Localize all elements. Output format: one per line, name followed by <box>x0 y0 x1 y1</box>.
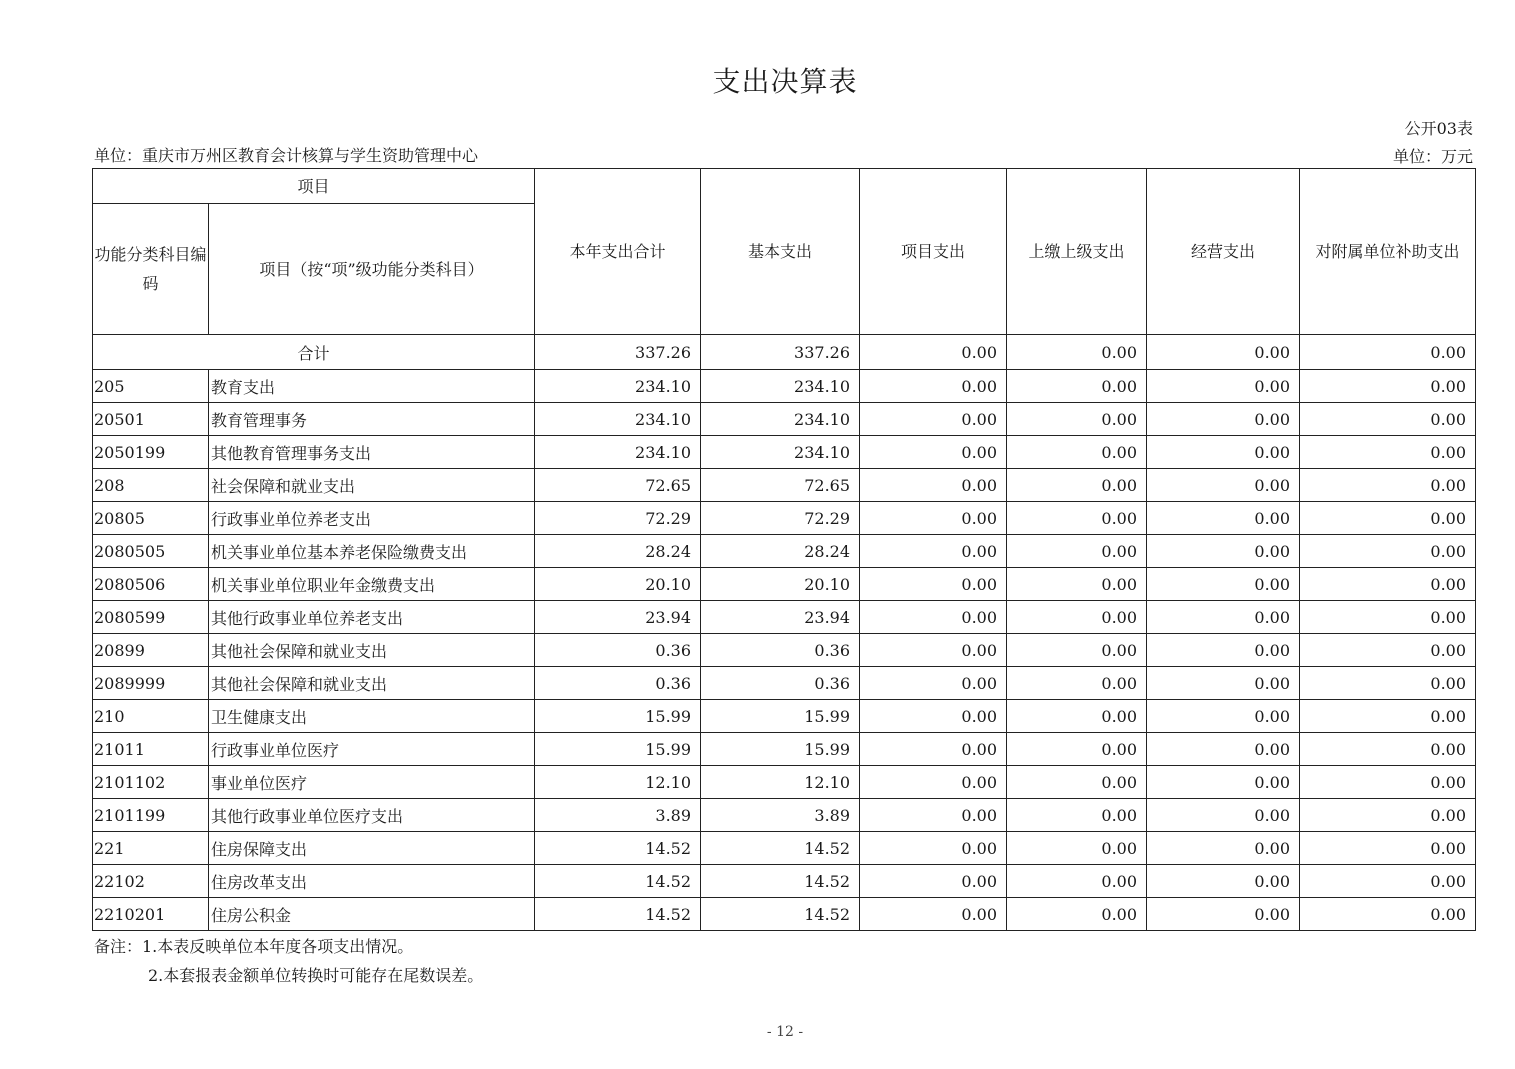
row-name: 住房改革支出 <box>209 865 535 898</box>
row-name: 事业单位医疗 <box>209 766 535 799</box>
row-code: 2101199 <box>93 799 209 832</box>
table-row <box>93 634 1476 667</box>
table-row <box>93 667 1476 700</box>
row-value: 0.00 <box>1147 832 1300 865</box>
row-value: 0.00 <box>860 601 1007 634</box>
row-value: 0.00 <box>1007 898 1147 931</box>
row-code: 2210201 <box>93 898 209 931</box>
row-value: 0.00 <box>1300 799 1476 832</box>
row-value: 0.00 <box>1300 469 1476 502</box>
row-name: 机关事业单位职业年金缴费支出 <box>209 568 535 601</box>
table-row <box>93 568 1476 601</box>
row-value: 72.29 <box>535 502 701 535</box>
row-value: 234.10 <box>701 436 860 469</box>
row-value: 0.00 <box>1300 634 1476 667</box>
row-value: 0.00 <box>860 898 1007 931</box>
row-name: 教育管理事务 <box>209 403 535 436</box>
row-value: 0.00 <box>1147 568 1300 601</box>
total-value: 0.00 <box>1147 335 1300 370</box>
row-value: 0.00 <box>1300 898 1476 931</box>
row-value: 28.24 <box>701 535 860 568</box>
row-value: 0.00 <box>1300 568 1476 601</box>
row-value: 0.00 <box>860 469 1007 502</box>
row-value: 0.00 <box>1300 766 1476 799</box>
row-value: 0.00 <box>1300 865 1476 898</box>
header-total: 本年支出合计 <box>535 169 701 335</box>
header-item: 项目（按“项”级功能分类科目） <box>209 204 535 335</box>
row-value: 72.29 <box>701 502 860 535</box>
header-code: 功能分类科目编码 <box>93 204 209 335</box>
unit-name: 单位：重庆市万州区教育会计核算与学生资助管理中心 <box>94 146 479 165</box>
row-value: 15.99 <box>701 700 860 733</box>
row-value: 0.00 <box>1300 700 1476 733</box>
row-value: 0.00 <box>860 865 1007 898</box>
row-name: 行政事业单位养老支出 <box>209 502 535 535</box>
row-value: 234.10 <box>535 436 701 469</box>
row-value: 72.65 <box>701 469 860 502</box>
table-row <box>93 898 1476 931</box>
total-row <box>93 335 1476 370</box>
table-row <box>93 403 1476 436</box>
table-row <box>93 370 1476 403</box>
table-row <box>93 601 1476 634</box>
row-value: 0.36 <box>535 667 701 700</box>
row-value: 0.00 <box>1147 766 1300 799</box>
header-basic: 基本支出 <box>701 169 860 335</box>
row-code: 2080599 <box>93 601 209 634</box>
row-value: 0.00 <box>1147 370 1300 403</box>
row-value: 0.00 <box>860 502 1007 535</box>
row-value: 28.24 <box>535 535 701 568</box>
row-value: 0.00 <box>1007 766 1147 799</box>
row-code: 22102 <box>93 865 209 898</box>
table-row <box>93 733 1476 766</box>
row-value: 0.00 <box>1147 634 1300 667</box>
row-value: 14.52 <box>535 865 701 898</box>
row-name: 机关事业单位基本养老保险缴费支出 <box>209 535 535 568</box>
table-row <box>93 436 1476 469</box>
row-value: 0.00 <box>1300 535 1476 568</box>
row-code: 20501 <box>93 403 209 436</box>
row-value: 0.00 <box>1007 502 1147 535</box>
row-value: 0.00 <box>1007 634 1147 667</box>
row-value: 0.00 <box>1147 865 1300 898</box>
row-value: 0.00 <box>1147 535 1300 568</box>
row-value: 3.89 <box>535 799 701 832</box>
row-name: 教育支出 <box>209 370 535 403</box>
header-project-expenditure: 项目支出 <box>860 169 1007 335</box>
row-name: 行政事业单位医疗 <box>209 733 535 766</box>
page-number: - 12 - <box>766 1024 804 1040</box>
table-row <box>93 700 1476 733</box>
table-row <box>93 469 1476 502</box>
row-value: 14.52 <box>701 832 860 865</box>
header-subsidy: 对附属单位补助支出 <box>1300 169 1476 335</box>
row-value: 0.36 <box>535 634 701 667</box>
row-code: 2080506 <box>93 568 209 601</box>
row-value: 0.00 <box>1007 700 1147 733</box>
row-name: 其他教育管理事务支出 <box>209 436 535 469</box>
row-value: 0.00 <box>860 535 1007 568</box>
row-value: 12.10 <box>701 766 860 799</box>
row-value: 12.10 <box>535 766 701 799</box>
row-value: 234.10 <box>701 370 860 403</box>
row-name: 住房保障支出 <box>209 832 535 865</box>
note-1: 备注：1.本表反映单位本年度各项支出情况。 <box>94 937 414 956</box>
row-value: 0.00 <box>1147 436 1300 469</box>
table-row <box>93 799 1476 832</box>
row-value: 0.00 <box>1147 898 1300 931</box>
row-code: 20899 <box>93 634 209 667</box>
row-value: 0.00 <box>860 568 1007 601</box>
row-code: 20805 <box>93 502 209 535</box>
row-value: 0.00 <box>1007 568 1147 601</box>
row-value: 20.10 <box>701 568 860 601</box>
row-code: 2101102 <box>93 766 209 799</box>
row-value: 0.00 <box>1300 601 1476 634</box>
row-value: 0.00 <box>860 799 1007 832</box>
row-value: 0.00 <box>1300 370 1476 403</box>
row-name: 其他行政事业单位养老支出 <box>209 601 535 634</box>
row-value: 23.94 <box>701 601 860 634</box>
row-value: 0.00 <box>860 766 1007 799</box>
row-value: 0.00 <box>860 370 1007 403</box>
row-value: 0.00 <box>860 436 1007 469</box>
page-title: 支出决算表 <box>712 65 858 98</box>
row-name: 其他社会保障和就业支出 <box>209 667 535 700</box>
row-value: 0.00 <box>1007 403 1147 436</box>
row-value: 0.00 <box>1147 799 1300 832</box>
row-value: 14.52 <box>701 898 860 931</box>
row-value: 0.00 <box>1007 370 1147 403</box>
row-value: 0.36 <box>701 634 860 667</box>
row-value: 0.00 <box>1300 436 1476 469</box>
row-value: 0.00 <box>860 403 1007 436</box>
row-value: 23.94 <box>535 601 701 634</box>
row-code: 208 <box>93 469 209 502</box>
row-value: 234.10 <box>535 403 701 436</box>
row-value: 0.00 <box>1300 733 1476 766</box>
row-value: 234.10 <box>701 403 860 436</box>
row-value: 14.52 <box>535 832 701 865</box>
row-value: 0.00 <box>860 667 1007 700</box>
row-value: 14.52 <box>701 865 860 898</box>
row-value: 0.00 <box>1007 733 1147 766</box>
table-row <box>93 766 1476 799</box>
row-value: 0.00 <box>1147 601 1300 634</box>
unit-currency: 单位：万元 <box>1392 147 1473 166</box>
row-value: 234.10 <box>535 370 701 403</box>
row-value: 0.00 <box>1147 667 1300 700</box>
row-code: 210 <box>93 700 209 733</box>
row-value: 0.00 <box>1147 733 1300 766</box>
row-value: 0.00 <box>1300 403 1476 436</box>
total-value: 337.26 <box>701 335 860 370</box>
total-value: 337.26 <box>535 335 701 370</box>
row-value: 20.10 <box>535 568 701 601</box>
row-value: 0.00 <box>1007 667 1147 700</box>
row-value: 0.00 <box>1147 469 1300 502</box>
row-value: 0.00 <box>860 832 1007 865</box>
row-value: 0.00 <box>860 700 1007 733</box>
note-2: 2.本套报表金额单位转换时可能存在尾数误差。 <box>148 966 484 985</box>
row-value: 0.00 <box>1300 667 1476 700</box>
row-name: 住房公积金 <box>209 898 535 931</box>
header-upper-payment: 上缴上级支出 <box>1007 169 1147 335</box>
row-value: 0.00 <box>1007 469 1147 502</box>
row-value: 0.00 <box>1007 601 1147 634</box>
row-value: 15.99 <box>701 733 860 766</box>
row-value: 0.00 <box>1300 832 1476 865</box>
row-code: 221 <box>93 832 209 865</box>
row-value: 0.00 <box>1007 865 1147 898</box>
row-name: 社会保障和就业支出 <box>209 469 535 502</box>
total-label: 合计 <box>93 335 535 370</box>
row-value: 72.65 <box>535 469 701 502</box>
form-number: 公开03表 <box>1404 119 1473 138</box>
row-value: 0.00 <box>1007 799 1147 832</box>
row-value: 0.00 <box>860 733 1007 766</box>
row-value: 0.00 <box>1007 535 1147 568</box>
total-value: 0.00 <box>860 335 1007 370</box>
table-row <box>93 865 1476 898</box>
row-name: 卫生健康支出 <box>209 700 535 733</box>
row-name: 其他行政事业单位医疗支出 <box>209 799 535 832</box>
row-code: 2089999 <box>93 667 209 700</box>
total-value: 0.00 <box>1007 335 1147 370</box>
header-business: 经营支出 <box>1147 169 1300 335</box>
row-value: 0.00 <box>1147 700 1300 733</box>
row-value: 0.36 <box>701 667 860 700</box>
row-code: 2080505 <box>93 535 209 568</box>
row-value: 0.00 <box>1147 502 1300 535</box>
row-code: 2050199 <box>93 436 209 469</box>
row-value: 14.52 <box>535 898 701 931</box>
table-row <box>93 535 1476 568</box>
row-value: 15.99 <box>535 700 701 733</box>
expenditure-table <box>92 168 1476 931</box>
row-value: 0.00 <box>1147 403 1300 436</box>
row-value: 0.00 <box>860 634 1007 667</box>
table-row <box>93 502 1476 535</box>
header-project: 项目 <box>93 169 535 204</box>
row-code: 21011 <box>93 733 209 766</box>
row-name: 其他社会保障和就业支出 <box>209 634 535 667</box>
row-value: 3.89 <box>701 799 860 832</box>
row-value: 0.00 <box>1007 832 1147 865</box>
row-value: 0.00 <box>1300 502 1476 535</box>
table-row <box>93 832 1476 865</box>
total-value: 0.00 <box>1300 335 1476 370</box>
row-value: 15.99 <box>535 733 701 766</box>
row-code: 205 <box>93 370 209 403</box>
row-value: 0.00 <box>1007 436 1147 469</box>
